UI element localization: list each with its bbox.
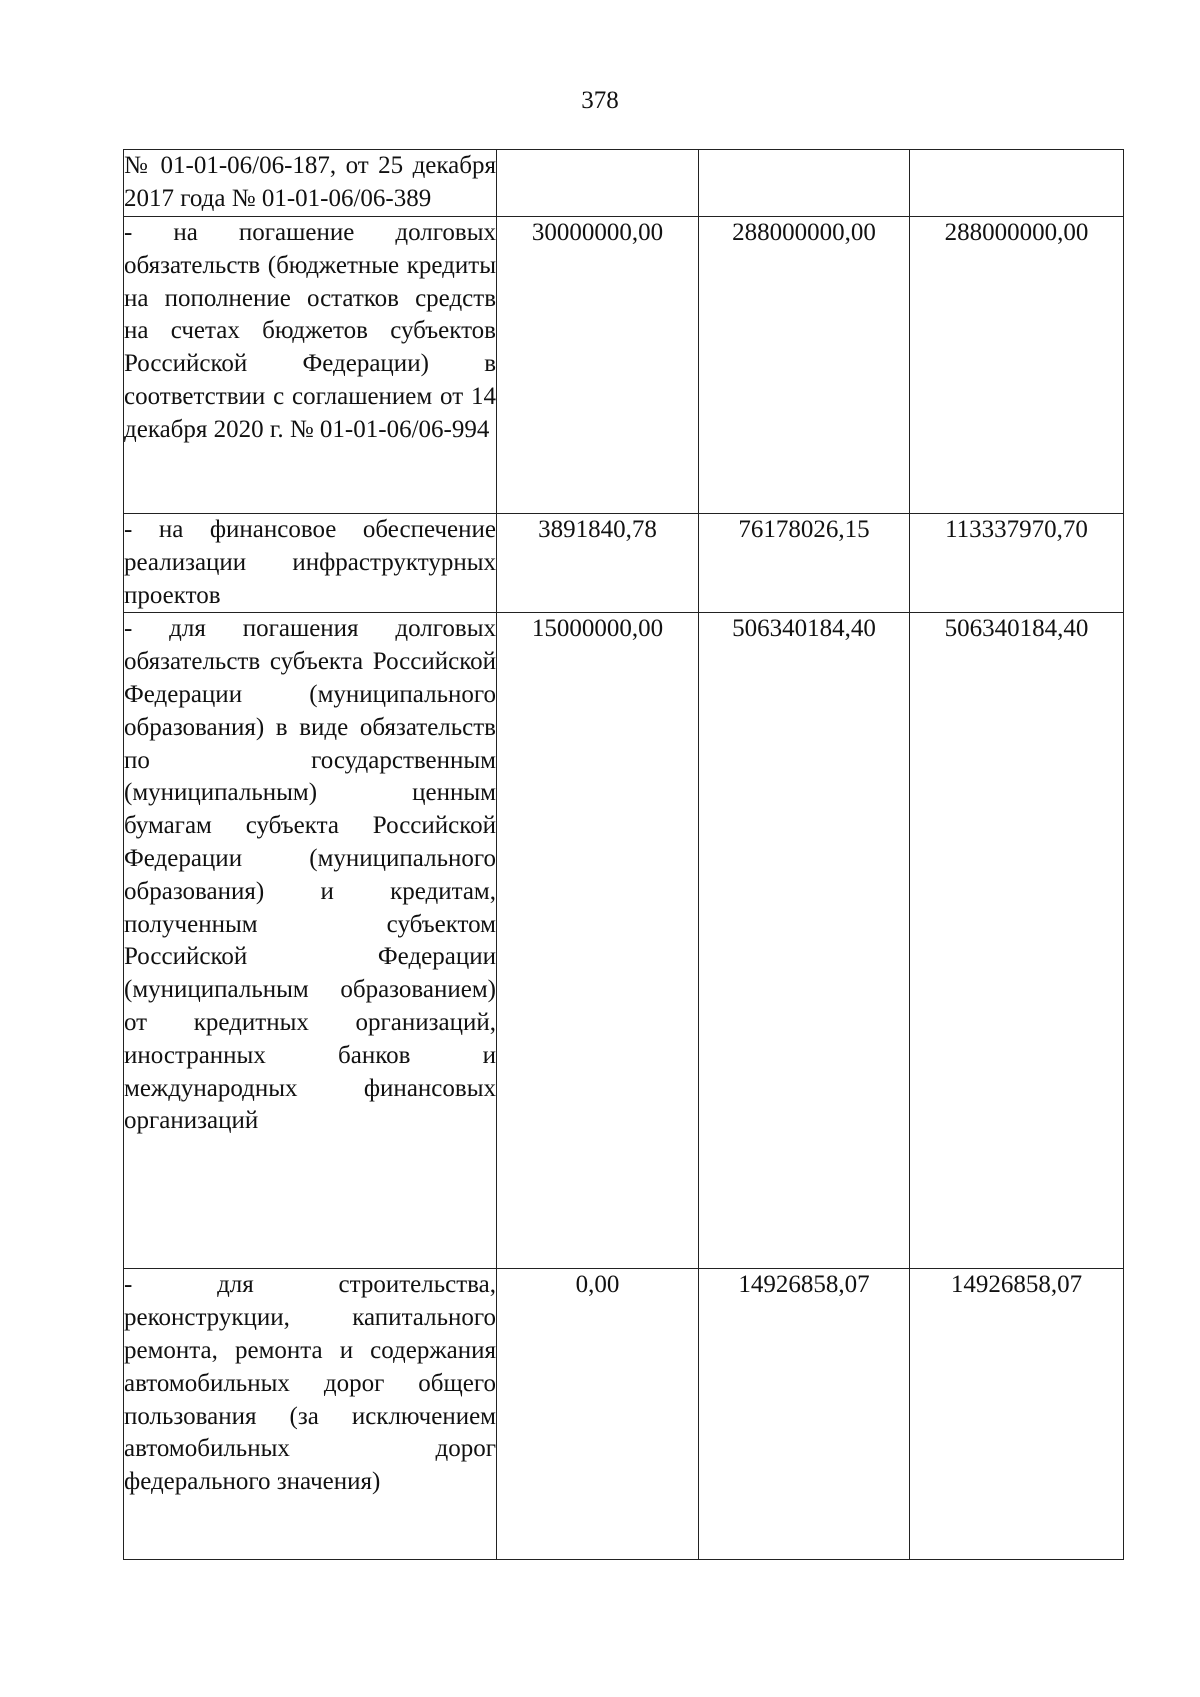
row-description: - на погашение долговых обязательств (бюджетные кредиты на пополнение остатков средств на счетах бюджетов субъектов Российской Федерации) в соответствии с соглашением от 14 декабря 2020 г. № 01-01-06/06-994 — [124, 217, 497, 514]
row-description: - на финансовое обеспечение реализации инфраструктурных проектов — [124, 514, 497, 613]
row-value-2 — [699, 150, 910, 217]
row-description: - для строительства, реконструкции, капитального ремонта, ремонта и содержания автомобильных дорог общего пользования (за исключением автомобильных дорог федерального значения) — [124, 1269, 497, 1560]
table-row — [124, 217, 1124, 514]
table-row — [124, 1269, 1124, 1560]
row-value-3: 288000000,00 — [910, 217, 1124, 514]
row-value-3 — [910, 150, 1124, 217]
table-row — [124, 150, 1124, 217]
row-value-3: 113337970,70 — [910, 514, 1124, 613]
row-value-1: 3891840,78 — [497, 514, 699, 613]
row-description: № 01-01-06/06-187, от 25 декабря 2017 года № 01-01-06/06-389 — [124, 150, 497, 217]
row-value-2: 76178026,15 — [699, 514, 910, 613]
budget-table — [123, 149, 1124, 1560]
row-value-2: 14926858,07 — [699, 1269, 910, 1560]
table-row — [124, 514, 1124, 613]
row-value-1: 15000000,00 — [497, 613, 699, 1269]
row-value-2: 288000000,00 — [699, 217, 910, 514]
row-description: - для погашения долговых обязательств субъекта Российской Федерации (муниципального образования) в виде обязательств по государственным (муниципальным) ценным бумагам субъекта Российской Федерации (муниципального образования) и кредитам, полученным субъектом Российской Федерации (муниципальным образованием) от кредитных организаций, иностранных банков и международных финансовых организаций — [124, 613, 497, 1269]
row-value-2: 506340184,40 — [699, 613, 910, 1269]
row-value-1 — [497, 150, 699, 217]
row-value-1: 30000000,00 — [497, 217, 699, 514]
table-row — [124, 613, 1124, 1269]
page-number: 378 — [581, 87, 619, 114]
row-value-1: 0,00 — [497, 1269, 699, 1560]
row-value-3: 14926858,07 — [910, 1269, 1124, 1560]
row-value-3: 506340184,40 — [910, 613, 1124, 1269]
